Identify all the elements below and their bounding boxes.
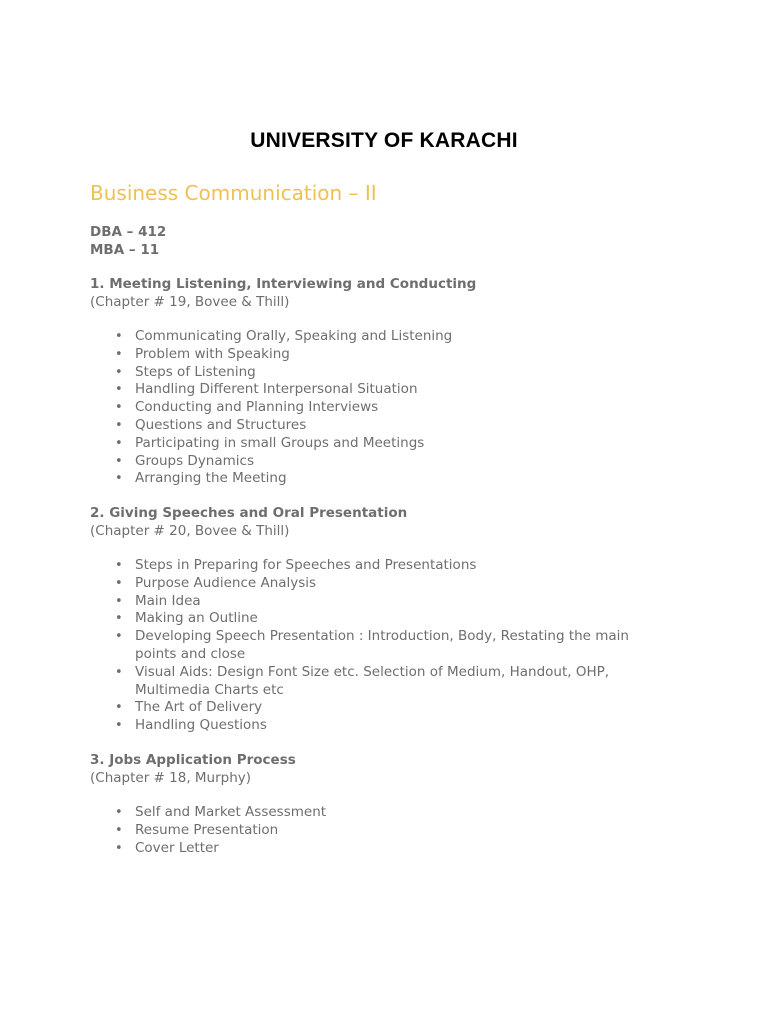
section-2-heading: 2. Giving Speeches and Oral Presentation bbox=[90, 505, 408, 521]
bullet-icon: • bbox=[115, 435, 123, 451]
list-item: • Self and Market Assessment bbox=[115, 804, 327, 820]
subject-title: Business Communication – II bbox=[90, 181, 377, 205]
list-item: • Steps in Preparing for Speeches and Presentations bbox=[115, 557, 477, 573]
bullet-icon: • bbox=[115, 575, 123, 591]
section-2-reference: (Chapter # 20, Bovee & Thill) bbox=[90, 523, 290, 539]
bullet-icon: • bbox=[115, 382, 123, 398]
bullet-icon: • bbox=[115, 718, 123, 734]
bullet-icon: • bbox=[115, 593, 123, 609]
bullet-icon: • bbox=[115, 840, 123, 856]
list-item: • Cover Letter bbox=[115, 839, 219, 856]
course-codes bbox=[90, 223, 166, 259]
bullet-icon: • bbox=[115, 364, 123, 380]
bullet-icon: • bbox=[115, 329, 123, 344]
list-item: • Communicating Orally, Speaking and Listening bbox=[115, 328, 453, 344]
course-code-mba: MBA – 11 bbox=[90, 242, 160, 258]
bullet-icon: • bbox=[115, 822, 123, 838]
course-code-dba: DBA – 412 bbox=[90, 224, 167, 240]
list-item: • Developing Speech Presentation : Introduction, Body, Restating the main points and close bbox=[115, 628, 629, 662]
page-title: UNIVERSITY OF KARACHI bbox=[250, 129, 518, 152]
list-item: • Groups Dynamics bbox=[115, 452, 254, 469]
section-1-reference: (Chapter # 19, Bovee & Thill) bbox=[90, 294, 290, 310]
list-item: • Steps of Listening bbox=[115, 363, 256, 380]
section-3-heading: 3. Jobs Application Process bbox=[90, 752, 296, 768]
bullet-icon: • bbox=[115, 805, 123, 820]
bullet-icon: • bbox=[115, 629, 123, 645]
section-1-heading: 1. Meeting Listening, Interviewing and Conducting bbox=[90, 276, 477, 292]
bullet-icon: • bbox=[115, 611, 123, 627]
section-1-topic-list bbox=[90, 328, 670, 488]
list-item: • The Art of Delivery bbox=[115, 699, 263, 716]
list-item: • Participating in small Groups and Meetings bbox=[115, 434, 425, 451]
list-item: • Problem with Speaking bbox=[115, 345, 290, 362]
bullet-icon: • bbox=[115, 700, 123, 716]
bullet-icon: • bbox=[115, 417, 123, 433]
list-item: • Visual Aids: Design Font Size etc. Selection of Medium, Handout, OHP, Multimedia Charts etc bbox=[115, 663, 610, 698]
bullet-icon: • bbox=[115, 346, 123, 362]
bullet-icon: • bbox=[115, 558, 123, 573]
list-item: • Purpose Audience Analysis bbox=[115, 574, 317, 591]
list-item: • Handling Questions bbox=[115, 717, 267, 734]
list-item: • Arranging the Meeting bbox=[115, 470, 287, 487]
list-item: • Conducting and Planning Interviews bbox=[115, 399, 379, 416]
section-2-topic-list bbox=[90, 557, 670, 735]
bullet-icon: • bbox=[115, 471, 123, 487]
list-item: • Questions and Structures bbox=[115, 416, 307, 433]
bullet-icon: • bbox=[115, 664, 123, 680]
list-item: • Main Idea bbox=[115, 592, 201, 609]
section-3-topic-list bbox=[90, 804, 670, 857]
list-item: • Handling Different Interpersonal Situation bbox=[115, 381, 418, 398]
list-item: • Making an Outline bbox=[115, 610, 258, 627]
section-3-reference: (Chapter # 18, Murphy) bbox=[90, 770, 252, 786]
bullet-icon: • bbox=[115, 453, 123, 469]
list-item: • Resume Presentation bbox=[115, 821, 279, 838]
bullet-icon: • bbox=[115, 400, 123, 416]
